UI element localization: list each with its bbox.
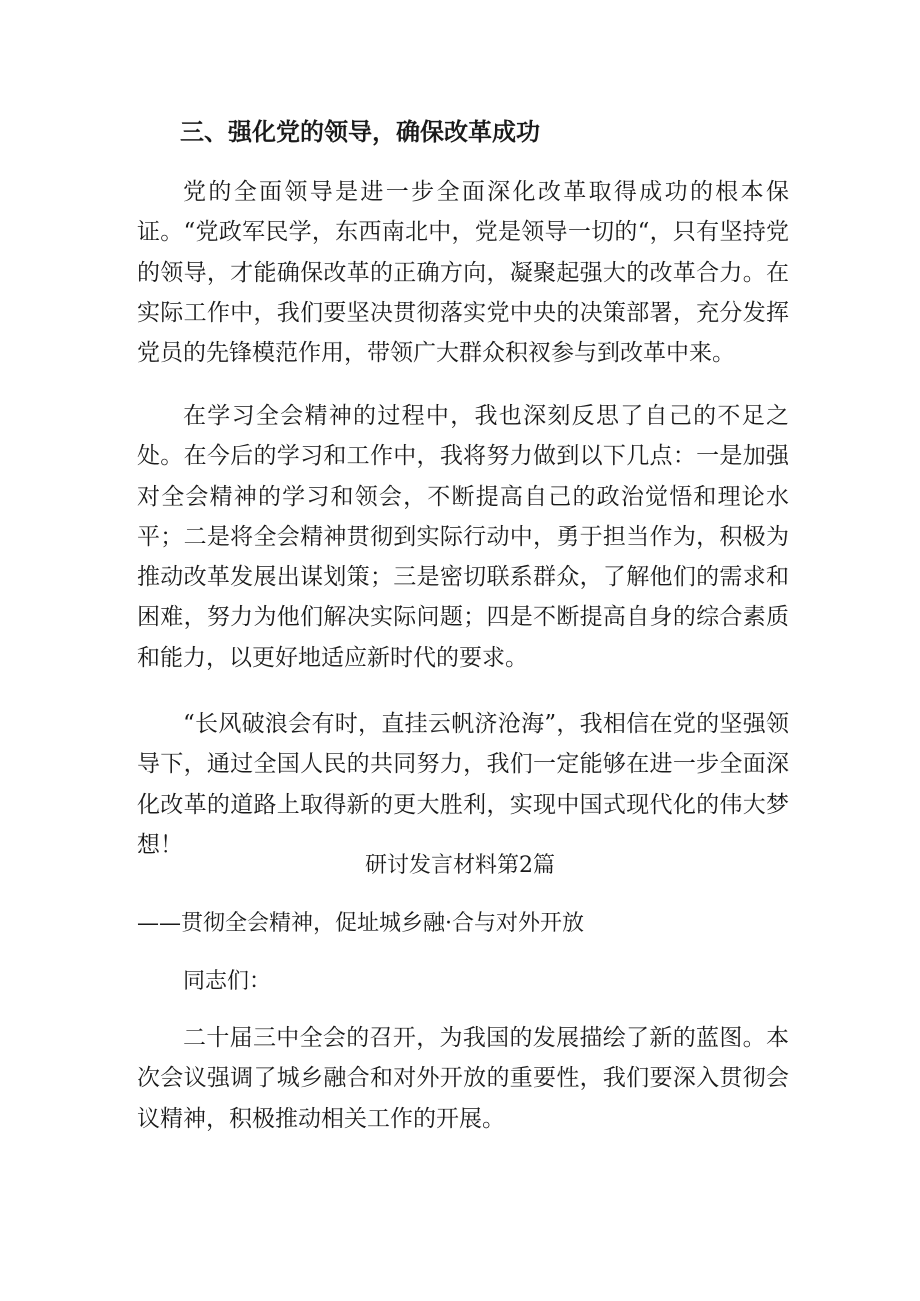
paragraph-opening: 二十届三中全会的召开，为我国的发展描绘了新的蓝图。本次会议强调了城乡融合和对外开放的重要性，我们要深入贯彻会议精神，积极推动相关工作的开展。 <box>137 1025 789 1132</box>
article-title: 研讨发言材料第2篇 <box>365 853 555 878</box>
paragraph-self-reflection: 在学习全会精神的过程中，我也深刻反思了自己的不足之处。在今后的学习和工作中，我将努力做到以下几点：一是加强对全会精神的学习和领会，不断提高自己的政治觉悟和理论水平；二是将全会精神贯彻到实际行动中，勇于担当作为，积极为推动改革发展出谋划策；三是密切联系群众，了解他们的需求和困难，努力为他们解决实际问题；四是不断提高自身的综合素质和能力，以更好地适应新时代的要求。 <box>137 403 789 671</box>
salutation: 同志们： <box>183 969 272 994</box>
paragraph-closing: “长风破浪会有时，直挂云帆济沧海”，我相信在党的坚强领导下，通过全国人民的共同努力，我们一定能够在进一步全面深化改革的道路上取得新的更大胜利，实现中国式现代化的伟大梦想！ <box>137 711 789 858</box>
article-subtitle: ——贯彻全会精神，促址城乡融·合与对外开放 <box>137 911 584 936</box>
paragraph-party-leadership: 党的全面领导是进一步全面深化改革取得成功的根本保证。“党政军民学，东西南北中，党是领导一切的“，只有坚持党的领导，才能确保改革的正确方向，凝聚起强大的改革合力。在实际工作中，我们要坚决贯彻落实党中央的决策部署，充分发挥党员的先锋模范作用，带领广大群众积衩参与到改革中来。 <box>137 179 789 367</box>
section-heading: 三、强化党的领导，确保改革成功 <box>180 118 540 146</box>
